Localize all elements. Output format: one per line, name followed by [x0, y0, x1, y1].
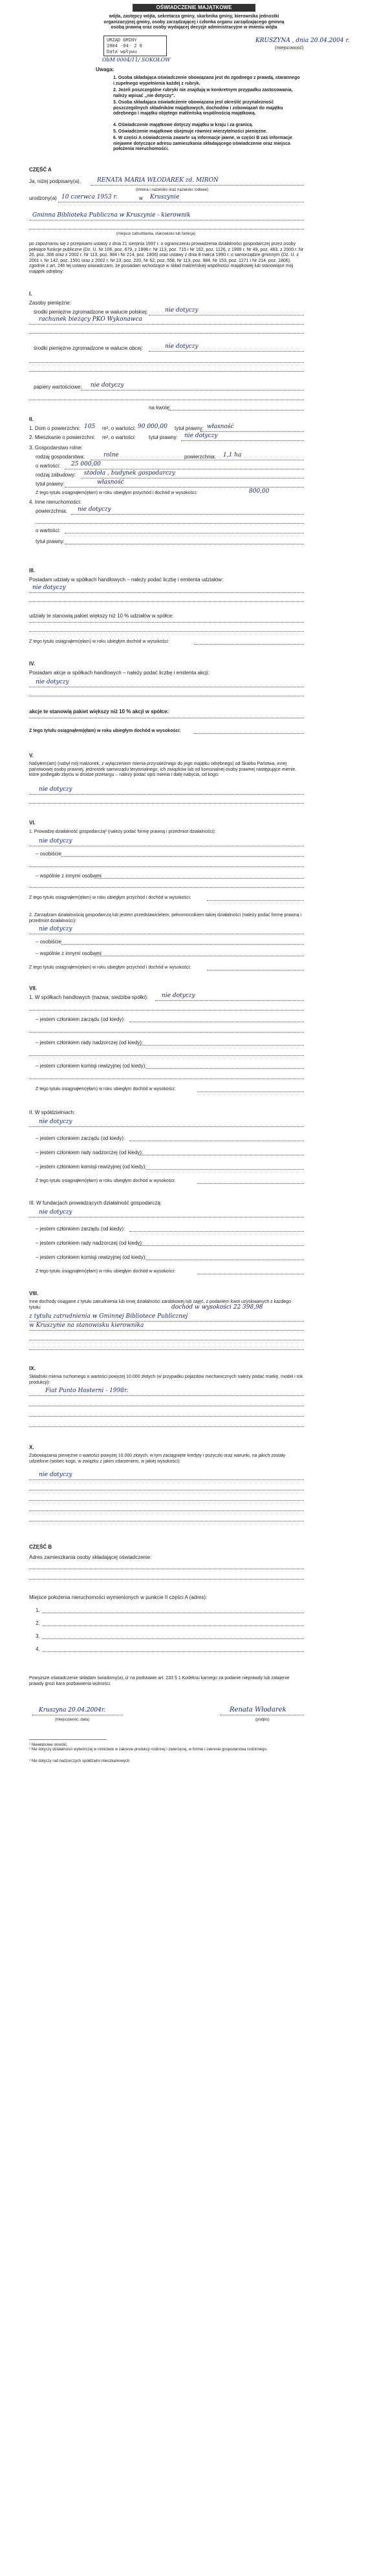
legal-text: po zapoznaniu się z przepisami ustawy z dnia 21 sierpnia 1997 r. o ograniczeniu prowadzenia działalności gospodarczej przez osoby pełniące funkcje publiczne (Dz. U. Nr 106, poz. 679, z 1998 r. Nr 113, poz. 715 i Nr 162, poz. 1126, z 1999 r. Nr 49, poz. 483, z 2000 r. Nr 26, poz. 306 oraz z 2002 r. Nr 113, poz. 984 i Nr 214, poz. 1806) oraz ustawy z dnia 8 marca 1990 r. o samorządzie gminnym (Dz. U. z 2001 r. Nr 142, poz. 1591 oraz z 2002 r. Nr 23, poz. 220, Nr 62, poz. 558, Nr 113, poz. 984, Nr 153, poz. 1271 i Nr 214, poz. 1806), zgodnie z art. 24h tej ustawy oświadczam, że posiadam wchodzące w skład małżeńskiej wspólności majątkowej lub stanowiące mój majątek odrębny: — [29, 242, 304, 274]
sec7-item1-value: nie dotyczy — [162, 993, 195, 999]
footnote-1: ¹ Niewłaściwe skreślić. — [29, 1743, 69, 1747]
mieszk-value: nie dotyczy — [184, 433, 218, 439]
ja-prefix: Ja, niżej podpisany(a), — [29, 178, 81, 184]
dom-value: 90 000,00 — [138, 424, 167, 430]
document-subtitle: wójta, zastępcy wójta, sekretarza gminy, skarbnika gminy, kierownika jednostki organizacyjnej gminy, osoby zarządzającej i członka organu zarządzającego gminną osobą prawną oraz osoby wydającej decyzje administracyjne w imieniu wójta — [103, 14, 285, 30]
sec8-value-2: z tytułu zatrudnienia w Gminnej Bibliotece Publicznej — [29, 1313, 188, 1320]
papiery-value: nie dotyczy — [91, 382, 124, 389]
employer: Gminna Biblioteka Publiczna w Kruszynie - kierownik — [32, 212, 191, 219]
uwaga-item-4: 4. Oświadczenie majątkowe dotyczy majątku w kraju i za granicą. — [113, 123, 253, 127]
rodzaj-value: rolne — [103, 452, 119, 458]
declarant-name: RENATA MARIA WŁODAREK zd. MIROŃ — [97, 177, 219, 184]
polska-value: nie dotyczy — [165, 307, 199, 314]
receipt-stamp: URZĄD GMINY 2004 -04- 2 0 Data wpływu — [103, 36, 167, 56]
disclaimer: Powyższe oświadczenie składam świadomy(a), iż na podstawie art. 233 § 1 Kodeksu karnego za podanie nieprawdy lub zatajenie prawdy grozi kara pozbawienia wolności. — [29, 1676, 290, 1686]
uwaga-label: Uwaga: — [96, 67, 114, 72]
document-title: OŚWIADCZENIE MAJĄTKOWE — [133, 4, 255, 12]
sec5-value: nie dotyczy — [39, 786, 72, 793]
pow-value: 1,1 ha — [223, 452, 242, 458]
born-prefix: urodzony(a) — [29, 195, 57, 201]
employer-caption: (miejsce zatrudnienia, stanowisko lub funkcja) — [116, 232, 196, 236]
zabud-value: stodoła , budynek gospodarczy — [84, 470, 175, 477]
place-date: KRUSZYNA , dnia 20.04.2004 r. — [255, 38, 350, 44]
gosp-income: 800,00 — [249, 488, 270, 495]
czesc-b-heading: CZĘŚĆ B — [29, 1544, 52, 1550]
born-date: 10 czerwca 1953 r. — [61, 194, 118, 200]
uwaga-item-2: 2. Jeżeli poszczególne rubryki nie znajdują w konkretnym przypadku zastosowania, należy wpisać „nie dotyczy". — [113, 88, 293, 98]
sec7-item3-value: nie dotyczy — [39, 1209, 72, 1216]
dom-area: 105 — [84, 424, 96, 430]
document-page: OŚWIADCZENIE MAJĄTKOWE wójta, zastępcy wójta, sekretarza gminy, skarbnika gminy, kierownika jednostki organizacyjnej gminy, osoby zarządzającej i członka organu zarządzającego gminną osobą prawną oraz osoby wydającej decyzje administracyjne w imieniu wójta KRUSZYNA , dnia 20.04.2004 r. (miejscowość) URZĄD GMINY 2004 -04- 2 0 Data wpływu ObM 0004/11/ SOKOŁOW Uwaga: 1. Osoba składająca oświadczenie obowiązana jest do zgodnego z prawdą, starannego i zupełnego wypełnienia każdej z rubryk. 2. Jeżeli poszczególne rubryki nie znajdują w konkretnym przypadku zastosowania, należy wpisać „nie dotyczy". 3. Osoba składająca oświadczenie obowiązana jest określić przynależność poszczególnych składników majątkowych, dochodów i zobowiązań do majątku odrębnego i majątku objętego małżeńską wspólnością majątkową. 4. Oświadczenie majątkowe dotyczy majątku w kraju i za granicą. 5. Oświadczenie majątkowe obejmuje również wierzytelności pieniężne. 6. W części A oświadczenia zawarte są informacje jawne, w części B zaś informacje niejawne dotyczące adresu zamieszkania składającego oświadczenie oraz miejsca położenia nieruchomości. CZĘŚĆ A Ja, niżej podpisany(a), RENATA MARIA WŁODAREK zd. MIROŃ (imiona i nazwisko oraz nazwisko rodowe) urodzony(a) 10 czerwca 1953 r. w Kruszynie Gminna Biblioteka Publiczna w Kruszynie - kierownik (miejsce zatrudnienia, stanowisko lub funkcja) po zapoznaniu się z przepisami ustawy z dnia 21 sierpnia 1997 r. o ograniczeniu prowadzenia działalności gospodarczej przez osoby pełniące funkcje publiczne (Dz. U. Nr 106, poz. 679, z 1998 r. Nr 113, poz. 715 i Nr 162, poz. 1126, z 1999 r. Nr 49, poz. 483, z 2000 r. Nr 26, poz. 306 oraz z 2002 r. Nr 113, poz. 984 i Nr 214, poz. 1806) oraz ustawy z dnia 8 marca 1990 r. o samorządzie gminnym (Dz. U. z 2001 r. Nr 142, poz. 1591 oraz z 2002 r. Nr 23, poz. 220, Nr 62, poz. 558, Nr 113, poz. 984, Nr 153, poz. 1271 i Nr 214, poz. 1806), zgodnie z art. 24h tej ustawy oświadczam, że posiadam wchodzące w skład małżeńskiej wspólności majątkowej lub stanowiące mój majątek odrębny: I. Zasoby pieniężne: środki pieniężne zgromadzone w walucie polskiej: nie dotyczy rachunek bieżący PKO Wykonawca środki pieniężne zgromadzone w walucie obcej: nie dotyczy papiery wartościowe: nie dotyczy na kwotę: II. 1. Dom o powierzchni: 105 m², o wartości: 90 000,00 tytuł prawny: własność 2. Mieszkanie o powierzchni: m², o wartości: tytuł prawny: nie dotyczy 3. Gospodarstwo rolne: rodzaj gospodarstwa: rolne powierzchnia: 1,1 ha o wartości: 25 000,00 rodzaj zabudowy: stodoła , budynek gospodarczy tytuł prawny: własność Z tego tytułu osiągnąłem(ęłam) w roku ubiegłym przychód i dochód w wysokości: 800,00 4. Inne nieruchomości: powierzchnia: nie dotyczy o wartości: tytuł prawny: III. Posiadam udziały w spółkach handlowych – należy podać liczbę i emitenta udziałów: nie dotyczy udziały te stanowią pakiet większy niż 10 % udziałów w spółce: Z tego tytułu osiągnąłem(ęłam) w roku ubiegłym dochód w wysokości: IV. Posiadam akcje w spółkach handlowych – należy podać liczbę i emitenta akcji: nie dotyczy akcje te stanowią pakiet większy niż 10 % akcji w spółce: Z tego tytułu osiągnąłem(ęłam) w roku ubiegłym dochód w wysokości: V. Nabyłem(am) (nabył mój małżonek, z wyłączeniem mienia przynależnego do jego majątku odrębnego) od Skarbu Państwa, innej państwowej osoby prawnej, jednostek samorządu terytorialnego, ich związków lub od komunalnej osoby prawnej następujące mienie, które podlegało zbyciu w drodze przetargu – należy podać opis mienia i datę nabycia, od kogo: nie dotyczy VI. 1. Prowadzę działalność gospodarczą² (należy podać formę prawną i przedmiot działalności): nie dotyczy – osobiście – wspólnie z innymi osobami Z tego tytułu osiągnąłem(ęłam) w roku ubiegłym przychód i dochód w wysokości: 2. Zarządzam działalnością gospodarczą lub jestem przedstawicielem, pełnomocnikiem takiej działalności (należy podać formę prawną i przedmiot działalności): nie dotyczy – osobiście – wspólnie z innymi osobami Z tego tytułu osiągnąłem(ęłam) w roku ubiegłym przychód i dochód w wysokości: VII. 1. W spółkach handlowych (nazwa, siedziba spółki): nie dotyczy – jestem członkiem zarządu (od kiedy): – jestem członkiem rady nadzorczej (od kiedy): – jestem członkiem komisji rewizyjnej (od kiedy): Z tego tytułu osiągnąłem(ęłam) w roku ubiegłym dochód w wysokości: II. W spółdzielniach: nie dotyczy – jestem członkiem zarządu (od kiedy): – jestem członkiem rady nadzorczej (od kiedy): – jestem członkiem komisji rewizyjnej (od kiedy): Z tego tytułu osiągnąłem(ęłam) w roku ubiegłym dochód w wysokości: III. W fundacjach prowadzących działalność gospodarczą: nie dotyczy – jestem członkiem zarządu (od kiedy): – jestem członkiem rady nadzorczej (od kiedy): – jestem członkiem komisji rewizyjnej (od kiedy): Z tego tytułu osiągnąłem(ęłam) w roku ubiegłym dochód w wysokości: VIII. Inne dochody osiągane z tytułu zatrudnienia lub innej działalności zarobkowej lub zajęć, z podaniem kwot uzyskiwanych z każdego tytułu: dochód w wysokości 22 398,98 z tytułu zatrudnienia w Gminnej Bibliotece Publicznej w Kruszynie na stanowisku kierownika IX. Składniki mienia ruchomego o wartości powyżej 10.000 złotych (w przypadku pojazdów mechanicznych należy podać markę, model i rok produkcji): Fiat Punto Hosterni - 1998r. X. Zobowiązania pieniężne o wartości powyżej 10.000 złotych, w tym zaciągnięte kredyty i pożyczki oraz warunki, na jakich zostały udzielone (wobec kogo, w związku z jakim zdarzeniem, w jakiej wysokości): nie dotyczy CZĘŚĆ B Adres zamieszkania osoby składającej oświadczenie: Miejsce położenia nieruchomości wymienionych w punkcie II części A (adres): 1. 2. 3. 4. Powyższe oświadczenie składam świadomy(a), iż na podstawie art. 233 § 1 Kodeksu karnego za podanie nieprawdy lub zatajenie prawdy grozi kara pozbawienia wolności. Kruszyna 20.04.2004r. (miejscowość, data) Renata Włodarek (podpis) ¹ Niewłaściwe skreślić. ² Nie dotyczy działalności wytwórczej w rolnictwie w zakresie produkcji roślinnej i zwierzęcej, w formie i zakresie gospodarstwa rodzinnego. ³ Nie dotyczy rad nadzorczych spółdzielni mieszkaniowych. — [29, 5, 350, 1763]
dom-title: własność — [207, 424, 234, 430]
uwaga-item-3: 3. Osoba składająca oświadczenie obowiązana jest określić przynależność poszczególnych składników majątkowych, dochodów i zobowiązań do majątku odrębnego i majątku objętego małżeńską wspólnością majątkową. — [113, 100, 283, 116]
obca-label: środki pieniężne zgromadzone w walucie obcej: — [34, 345, 143, 351]
tytul-value: własność — [97, 479, 124, 486]
uwaga-item-1: 1. Osoba składająca oświadczenie obowiązana jest do zgodnego z prawdą, starannego i zupełnego wypełnienia każdej z rubryk. — [113, 76, 300, 86]
stamp-handwritten: ObM 0004/11/ SOKOŁOW — [102, 57, 171, 63]
czesc-a-heading: CZĘŚĆ A — [29, 167, 52, 173]
place-label: (miejscowość) — [275, 46, 304, 50]
polska-label: środki pieniężne zgromadzone w walucie polskiej: — [34, 309, 148, 315]
sign-place-date: Kruszyna 20.04.2004r. — [39, 1707, 105, 1713]
sec4-value: nie dotyczy — [36, 679, 69, 685]
obca-value: nie dotyczy — [165, 343, 199, 350]
sec8-value-1: dochód w wysokości 22 398,98 — [171, 1304, 263, 1311]
footnote-2: ² Nie dotyczy działalności wytwórczej w rolnictwie w zakresie produkcji roślinnej i zwierzęcej, w formie i zakresie gospodarstwa rodzinnego. — [29, 1748, 268, 1752]
footnote-3: ³ Nie dotyczy rad nadzorczych spółdzielni mieszkaniowych. — [29, 1759, 131, 1763]
name-caption: (imiona i nazwisko oraz nazwisko rodowe) — [136, 188, 209, 192]
inne-value: nie dotyczy — [78, 506, 111, 513]
sec6-item1-value: nie dotyczy — [39, 838, 72, 844]
gosp-value: 25 000,00 — [71, 461, 101, 467]
polska-value-2: rachunek bieżący PKO Wykonawca — [39, 316, 142, 323]
papiery-label: papiery wartościowe: — [34, 384, 82, 390]
sec3-value: nie dotyczy — [32, 585, 66, 591]
uwaga-item-6: 6. W części A oświadczenia zawarte są informacje jawne, w części B zaś informacje niejawne dotyczące adresu zamieszkania składającego oświadczenie oraz miejsca położenia nieruchomości. — [113, 136, 292, 151]
sec9-value: Fiat Punto Hosterni - 1998r. — [45, 1388, 129, 1394]
sec8-value-3: w Kruszynie na stanowisku kierownika — [29, 1322, 144, 1329]
uwaga-item-5: 5. Oświadczenie majątkowe obejmuje również wierzytelności pieniężne. — [113, 129, 268, 134]
sec6-item2-value: nie dotyczy — [39, 926, 72, 932]
sec10-value: nie dotyczy — [39, 1472, 72, 1478]
signature: Renata Włodarek — [230, 1706, 286, 1713]
born-place: Kruszynie — [150, 194, 180, 200]
sec7-item2-value: nie dotyczy — [39, 1119, 72, 1125]
zasoby-label: Zasoby pieniężne: — [29, 300, 71, 306]
